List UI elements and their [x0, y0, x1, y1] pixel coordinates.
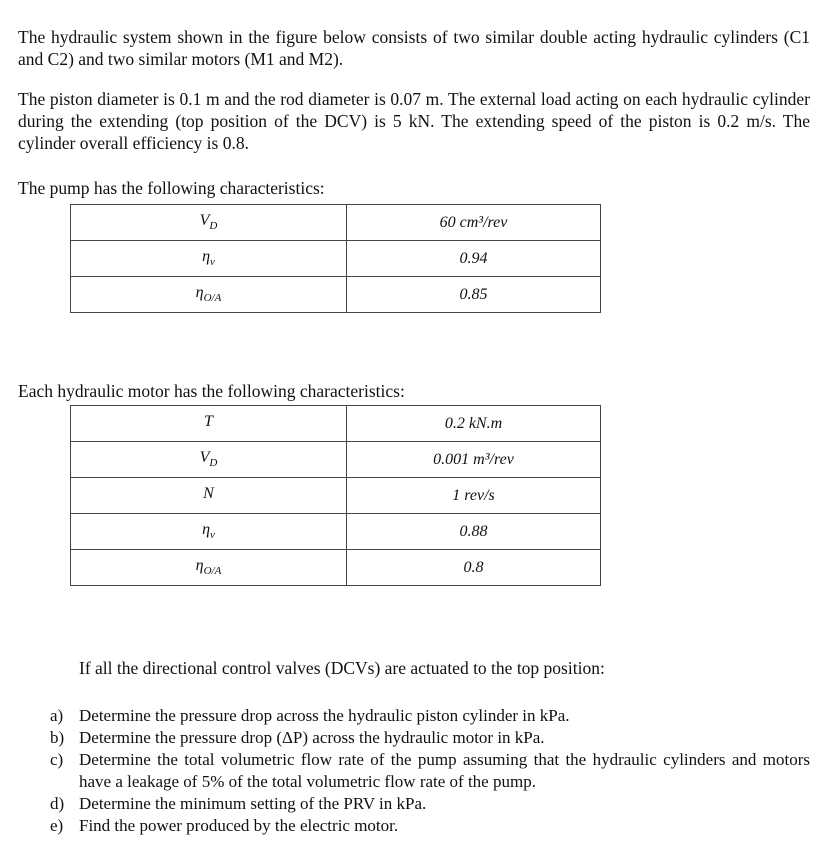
pump-heading: The pump has the following characteristics:	[18, 177, 325, 198]
list-item	[18, 727, 810, 749]
table-row	[71, 277, 601, 313]
item-marker: a)	[50, 706, 64, 725]
value-cell: 1 rev/s	[347, 478, 601, 514]
list-item	[18, 793, 810, 815]
intro-paragraph: The hydraulic system shown in the figure below consists of two similar double acting hydraulic cylinders (C1 and C2) and two similar motors (M1 and M2).	[18, 26, 810, 69]
symbol-cell: N	[71, 478, 347, 514]
value-cell: 0.2 kN.m	[347, 406, 601, 442]
table-row	[71, 241, 601, 277]
item-marker: c)	[50, 750, 64, 769]
symbol-cell: $V_D$	[71, 442, 347, 478]
table-row	[71, 514, 601, 550]
value-cell: 0.8	[347, 550, 601, 586]
motor-heading: Each hydraulic motor has the following characteristics:	[18, 380, 405, 401]
symbol-cell: $\eta_v$	[71, 241, 347, 277]
item-text: Find the power produced by the electric motor.	[79, 816, 399, 835]
symbol-cell: $\eta_v$	[71, 514, 347, 550]
table-row	[71, 550, 601, 586]
table-row	[71, 205, 601, 241]
list-item	[18, 705, 810, 727]
symbol-cell: T	[71, 406, 347, 442]
item-marker: b)	[50, 728, 65, 747]
symbol-cell: $\eta_{O/A}$	[71, 277, 347, 313]
item-text: Determine the pressure drop (ΔP) across the hydraulic motor in kPa.	[79, 728, 545, 747]
item-text: Determine the minimum setting of the PRV in kPa.	[79, 794, 427, 813]
table-row	[71, 442, 601, 478]
piston-paragraph: The piston diameter is 0.1 m and the rod diameter is 0.07 m. The external load acting on each hydraulic cylinder during the extending (top position of the DCV) is 5 kN. The extending speed of the piston is 0.2 m/s. The cylinder overall efficiency is 0.8.	[18, 88, 810, 153]
table-row	[71, 406, 601, 442]
list-item	[18, 815, 810, 837]
item-text: Determine the pressure drop across the hydraulic piston cylinder in kPa.	[79, 706, 570, 725]
pump-characteristics-table	[70, 204, 601, 313]
item-text: Determine the total volumetric flow rate of the pump assuming that the hydraulic cylinders and motors have a leakage of 5% of the total volumetric flow rate of the pump.	[79, 750, 810, 791]
questions-list	[18, 705, 810, 837]
value-cell: 0.88	[347, 514, 601, 550]
table-row	[71, 478, 601, 514]
motor-characteristics-table	[70, 405, 601, 586]
value-cell: 0.85	[347, 277, 601, 313]
questions-intro: If all the directional control valves (DCVs) are actuated to the top position:	[79, 658, 605, 678]
symbol-cell: $\eta_{O/A}$	[71, 550, 347, 586]
item-marker: e)	[50, 816, 64, 835]
list-item	[18, 749, 810, 793]
value-cell: 0.001 m³/rev	[347, 442, 601, 478]
value-cell: 0.94	[347, 241, 601, 277]
value-cell: 60 cm³/rev	[347, 205, 601, 241]
item-marker: d)	[50, 794, 65, 813]
symbol-cell: $V_D$	[71, 205, 347, 241]
